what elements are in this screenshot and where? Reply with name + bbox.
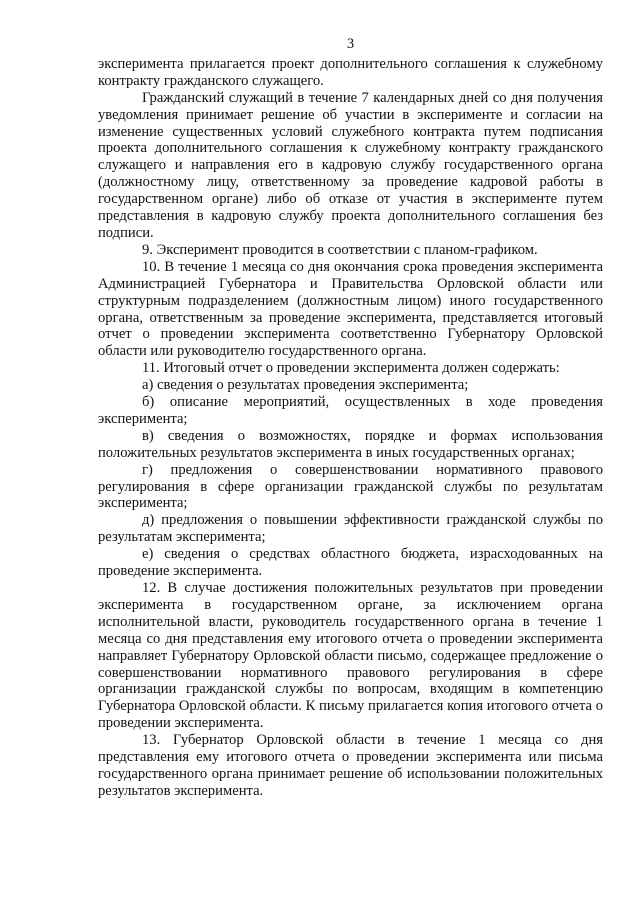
list-item-g: г) предложения о совершенствовании нормативного правового регулирования в сфере организации гражданской службы по результатам эксперимента; <box>98 461 603 512</box>
paragraph-response-deadline: Гражданский служащий в течение 7 календарных дней со дня получения уведомления принимает решение об участии в эксперименте и согласии на изменение существенных условий служебного контракта путем подписания проекта дополнительного соглашения к служебному контракту гражданского служащего и направления его в кадровую службу государственного органа (должностному лицу, ответственному за проведение кадровой работы в государственном органе) либо об отказе от участия в эксперименте путем представления в кадровую службу проекта дополнительного соглашения без подписи. <box>98 89 603 241</box>
paragraph-continuation: эксперимента прилагается проект дополнительного соглашения к служебному контракту гражданского служащего. <box>98 55 603 89</box>
list-item-b: б) описание мероприятий, осуществленных в ходе проведения эксперимента; <box>98 394 603 427</box>
list-item-v: в) сведения о возможностях, порядке и формах использования положительных результатов эксперимента в иных государственных органах; <box>98 427 603 461</box>
list-item-e: е) сведения о средствах областного бюджета, израсходованных на проведение эксперимента. <box>98 546 603 580</box>
document-page <box>98 36 603 800</box>
list-item-a: а) сведения о результатах проведения эксперимента; <box>142 377 469 394</box>
list-item-d: д) предложения о повышении эффективности гражданской службы по результатам эксперимента; <box>98 512 603 546</box>
paragraph-12: 12. В случае достижения положительных результатов при проведении эксперимента в государственном органе, за исключением органа исполнительной власти, руководитель государственного органа в течение 1 месяца со дня представления ему итогового отчета о проведении эксперимента направляет Губернатору Орловской области письмо, содержащее предложение о совершенствовании нормативного правового регулирования в сфере организации гражданской службы по вопросам, входящим в компетенцию Губернатора Орловской области. К письму прилагается копия итогового отчета о проведении эксперимента. <box>98 580 603 732</box>
paragraph-9: 9. Эксперимент проводится в соответствии с планом-графиком. <box>142 241 538 258</box>
paragraph-13: 13. Губернатор Орловской области в течение 1 месяца со дня представления ему итогового отчета о проведении эксперимента или письма государственного органа принимает решение об использовании положительных результатов эксперимента. <box>98 732 603 799</box>
paragraph-11: 11. Итоговый отчет о проведении эксперимента должен содержать: <box>142 360 560 377</box>
page-number: 3 <box>346 36 355 52</box>
paragraph-10: 10. В течение 1 месяца со дня окончания срока проведения эксперимента Администрацией Губернатора и Правительства Орловской области или структурным подразделением (должностным лицом) иного государственного органа, ответственным за проведение эксперимента, представляется итоговый отчет о проведении эксперимента соответственно Губернатору Орловской области или руководителю государственного органа. <box>98 258 603 360</box>
